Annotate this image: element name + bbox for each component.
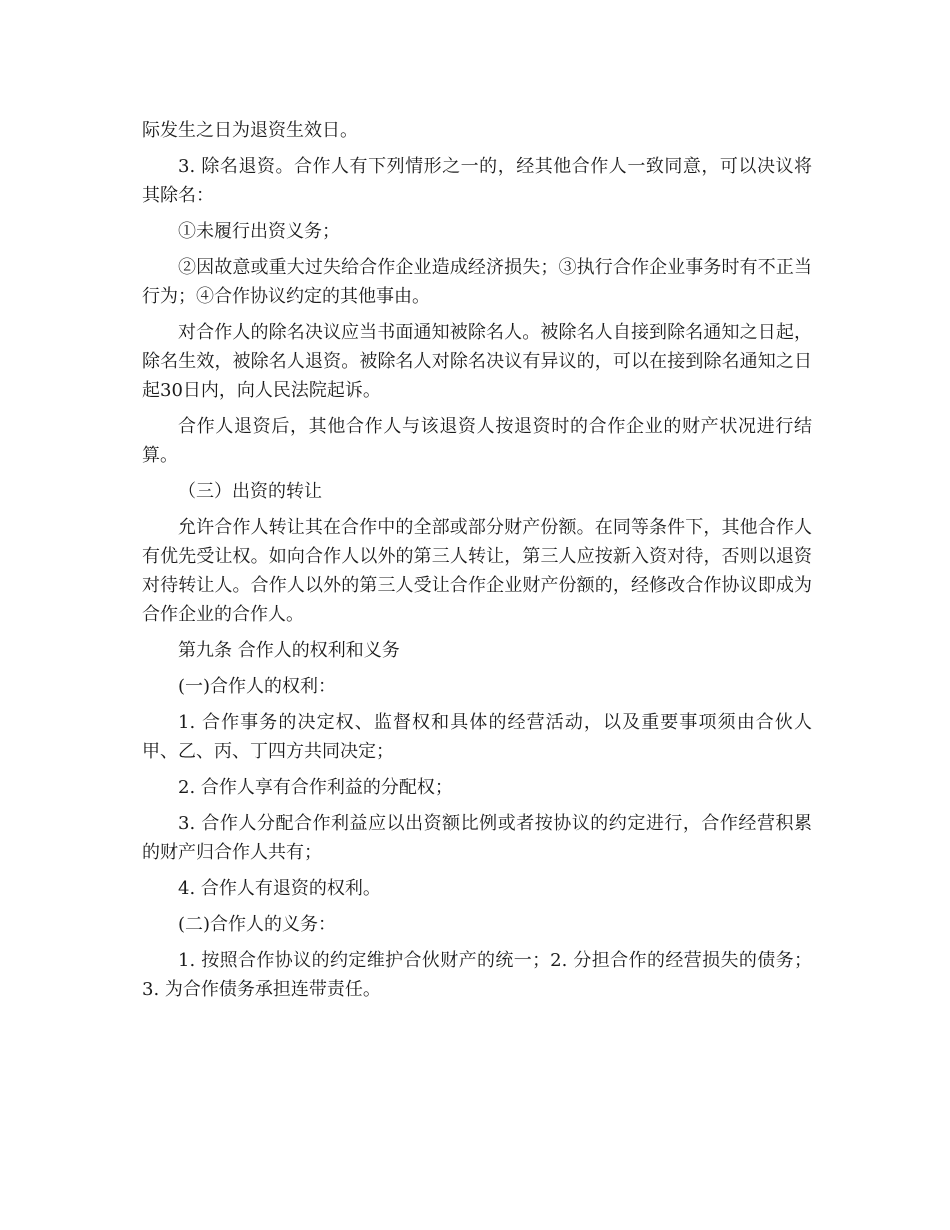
paragraph-expulsion-clause: 3. 除名退资。合作人有下列情形之一的，经其他合作人一致同意，可以决议将其除名： [142, 156, 812, 206]
right-item-4: 4. 合作人有退资的权利。 [178, 878, 381, 899]
paragraph-condition-2-4: ②因故意或重大过失给合作企业造成经济损失；③执行合作企业事务时有不正当行为；④合作协议约定的其他事由。 [142, 257, 812, 307]
paragraph-transfer: 允许合作人转让其在合作中的全部或部分财产份额。在同等条件下，其他合作人有优先受让权。如向合作人以外的第三人转让，第三人应按新入资对待，否则以退资对待转让人。合作人以外的第三人受让合作企业财产份额的，经修改合作协议即成为合作企业的合作人。 [142, 517, 812, 625]
paragraph-continuation: 际发生之日为退资生效日。 [142, 120, 358, 141]
right-item-1: 1. 合作事务的决定权、监督权和具体的经营活动，以及重要事项须由合伙人甲、乙、丙、丁四方共同决定； [142, 712, 812, 762]
duty-items: 1. 按照合作协议的约定维护合伙财产的统一；2. 分担合作的经营损失的债务；3. 为合作债务承担连带责任。 [142, 950, 812, 1000]
article-heading-rights-duties: 第九条 合作人的权利和义务 [178, 640, 400, 661]
right-item-3: 3. 合作人分配合作利益应以出资额比例或者按协议的约定进行，合作经营积累的财产归合作人共有； [142, 813, 812, 863]
paragraph-condition-1: ①未履行出资义务； [178, 221, 340, 242]
document-body [142, 116, 812, 1011]
subheading-duties: (二)合作人的义务： [178, 914, 337, 935]
subheading-rights: (一)合作人的权利： [178, 676, 337, 697]
paragraph-expulsion-notice: 对合作人的除名决议应当书面通知被除名人。被除名人自接到除名通知之日起，除名生效，被除名人退资。被除名人对除名决议有异议的，可以在接到除名通知之日起30日内，向人民法院起诉。 [142, 322, 812, 401]
paragraph-settlement: 合作人退资后，其他合作人与该退资人按退资时的合作企业的财产状况进行结算。 [142, 416, 812, 466]
section-heading-transfer: （三）出资的转让 [178, 481, 322, 502]
right-item-2: 2. 合作人享有合作利益的分配权； [178, 777, 453, 798]
